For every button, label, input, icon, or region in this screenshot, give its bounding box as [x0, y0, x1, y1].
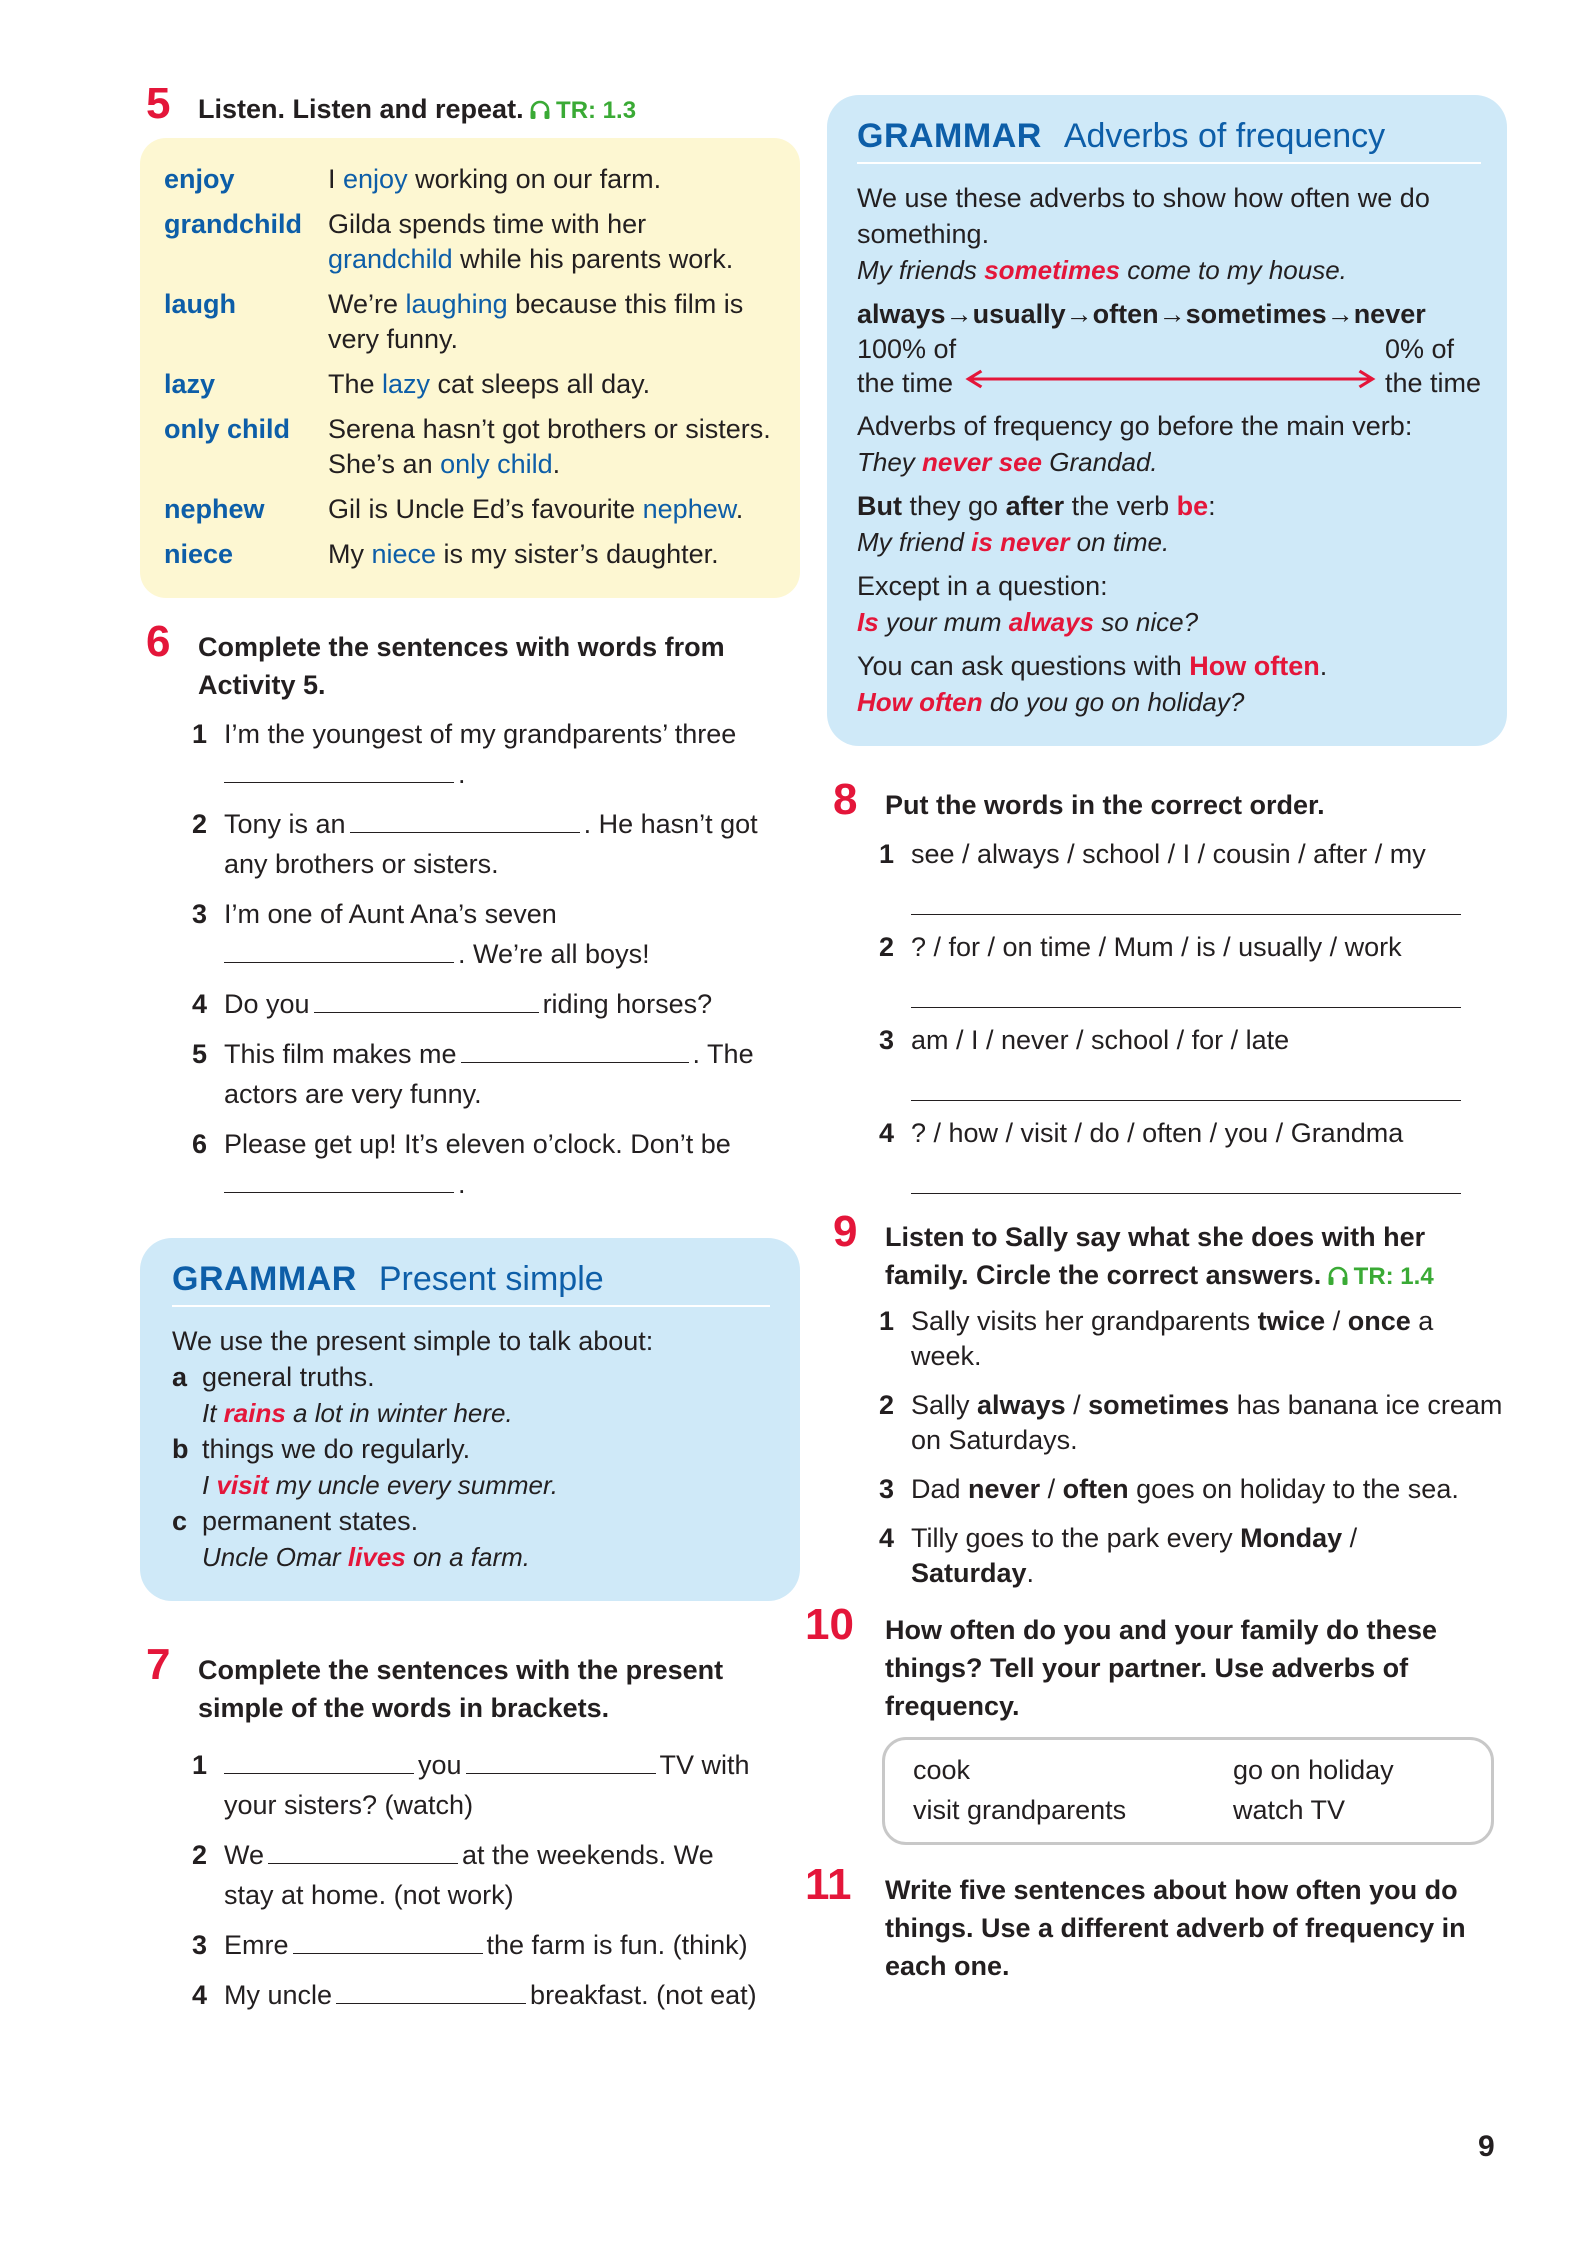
exercise-7-items: [140, 1745, 800, 2015]
text: :: [1208, 491, 1216, 521]
item-number: 3: [879, 1025, 895, 1055]
item-number: 1: [879, 1306, 895, 1336]
grammar-point: [172, 1503, 770, 1575]
highlight-word: nephew: [642, 494, 736, 524]
point-text: general truths.: [202, 1362, 375, 1392]
highlight-word: never see: [922, 447, 1043, 477]
highlight-word: enjoy: [343, 164, 408, 194]
point-letter: c: [172, 1506, 188, 1536]
exercise-item: [192, 894, 800, 974]
text: a lot in winter here.: [285, 1398, 513, 1428]
vocab-sentence: [328, 367, 776, 402]
answer-blank[interactable]: [224, 1747, 414, 1774]
item-text: Tony is an: [224, 809, 346, 839]
item-number: 1: [192, 1750, 208, 1780]
exercise-10-header: [805, 1600, 1507, 1725]
right-column: [805, 95, 1507, 1995]
vocabulary-box: [140, 138, 800, 598]
highlight-word: niece: [371, 539, 437, 569]
option[interactable]: Saturday: [911, 1558, 1027, 1588]
text: Serena hasn’t got brothers or sisters. She’s an: [328, 414, 771, 479]
exercise-item: [879, 1113, 1507, 1194]
text: because this film is very funny.: [328, 289, 744, 354]
item-text: breakfast. (not eat): [530, 1980, 757, 2010]
item-text: at the weekends. We: [462, 1840, 714, 1870]
text: come to my house.: [1120, 255, 1347, 285]
text: working on our farm.: [407, 164, 662, 194]
grammar-intro: We use the present simple to talk about:: [172, 1326, 654, 1356]
exercise-item: [192, 1925, 800, 1965]
grammar-example: [202, 1395, 770, 1431]
item-text: ? / for / on time / Mum / is / usually / work: [911, 932, 1402, 962]
item-number: 2: [192, 1840, 208, 1870]
grammar-example: [857, 444, 1481, 480]
grammar-header: [172, 1260, 770, 1307]
item-text: .: [458, 759, 466, 789]
highlight-word: lives: [347, 1542, 406, 1572]
frequency-range: [857, 332, 1481, 400]
grammar-box-present-simple: [140, 1238, 800, 1601]
text: I: [328, 164, 344, 194]
exercise-9-header: [827, 1207, 1507, 1294]
exercise-item: [879, 1020, 1507, 1101]
answer-blank[interactable]: [461, 1036, 689, 1063]
text: Sally visits her grandparents: [911, 1306, 1258, 1336]
vocab-row: [164, 162, 776, 197]
grammar-point: [172, 1359, 770, 1431]
page-number: 9: [1478, 2130, 1495, 2163]
exercise-item: [192, 804, 800, 884]
highlight-word: laughing: [405, 289, 508, 319]
exercise-6-items: [140, 714, 800, 1204]
item-text: My uncle: [224, 1980, 333, 2010]
exercise-title: Complete the sentences with the present simple of the words in brackets.: [198, 1655, 724, 1723]
item-text: . The actors are very funny.: [224, 1039, 754, 1109]
text: The: [328, 369, 383, 399]
answer-line[interactable]: [911, 1060, 1461, 1101]
item-number: 4: [192, 1980, 208, 2010]
grammar-label: GRAMMAR: [857, 117, 1042, 155]
item-text: I’m the youngest of my grandparents’ three: [224, 719, 737, 749]
item-number: 1: [192, 719, 208, 749]
grammar-title: Adverbs of frequency: [1063, 117, 1386, 155]
vocab-word: laugh: [164, 289, 236, 319]
answer-blank[interactable]: [314, 986, 539, 1013]
headphones-icon: [1326, 1264, 1350, 1288]
text: My: [328, 539, 372, 569]
grammar-rule: [857, 488, 1481, 524]
track-label: TR: 1.3: [556, 97, 637, 124]
item-text: TV with: [659, 1750, 750, 1780]
option[interactable]: often: [1062, 1474, 1129, 1504]
text: so nice?: [1094, 607, 1199, 637]
answer-line[interactable]: [911, 1153, 1461, 1194]
option[interactable]: Monday: [1240, 1523, 1343, 1553]
item-text: Emre: [224, 1930, 289, 1960]
exercise-title: Listen. Listen and repeat.: [198, 94, 524, 124]
item-number: 6: [192, 1129, 208, 1159]
arrow-icon: →: [1158, 299, 1186, 329]
word-box: [882, 1737, 1494, 1845]
text: They: [857, 447, 923, 477]
highlight-word: How often: [857, 687, 983, 717]
highlight-word: lazy: [382, 369, 431, 399]
highlight-word: is never: [971, 527, 1070, 557]
highlight-word: rains: [223, 1398, 286, 1428]
text: /: [1065, 1390, 1089, 1420]
vocab-row: [164, 492, 776, 527]
point-letter: a: [172, 1362, 188, 1392]
text: the verb: [1064, 491, 1177, 521]
vocab-word: grandchild: [164, 209, 303, 239]
text: do you go on holiday?: [982, 687, 1245, 717]
word-item: cook: [913, 1755, 971, 1785]
text: .: [735, 494, 744, 524]
highlight-word: Is: [857, 607, 879, 637]
word-item: watch TV: [1233, 1795, 1346, 1825]
point-text: permanent states.: [202, 1506, 419, 1536]
item-text: This film makes me: [224, 1039, 457, 1069]
vocab-row: [164, 207, 776, 277]
exercise-number: 5: [146, 79, 171, 128]
exercise-title: How often do you and your family do these things? Tell your partner. Use adverbs of frequency.: [885, 1615, 1438, 1721]
exercise-item: [879, 1521, 1507, 1591]
text: .: [1319, 651, 1328, 681]
item-number: 1: [879, 839, 895, 869]
vocab-sentence: [328, 537, 776, 572]
vocab-row: [164, 367, 776, 402]
item-number: 3: [879, 1474, 895, 1504]
track-label: TR: 1.4: [1353, 1263, 1434, 1290]
arrow-icon: →: [945, 299, 973, 329]
answer-blank[interactable]: [336, 1977, 526, 2004]
item-text: . He hasn’t got any brothers or sisters.: [224, 809, 758, 879]
scale-word: usually: [972, 299, 1066, 329]
item-number: 4: [879, 1523, 895, 1553]
text: on time.: [1069, 527, 1170, 557]
exercise-8-header: [827, 775, 1507, 824]
scale-left-label: [857, 332, 956, 400]
answer-line[interactable]: [911, 874, 1461, 915]
word-item: visit grandparents: [913, 1795, 1127, 1825]
exercise-number: 10: [805, 1600, 854, 1649]
exercise-number: 9: [833, 1207, 858, 1256]
vocab-sentence: [328, 412, 776, 482]
vocab-row: [164, 412, 776, 482]
option[interactable]: never: [968, 1474, 1041, 1504]
vocab-word: enjoy: [164, 164, 235, 194]
answer-blank[interactable]: [268, 1837, 458, 1864]
exercise-item: [192, 1034, 800, 1114]
arrow-icon: →: [1065, 299, 1093, 329]
item-number: 4: [879, 1118, 895, 1148]
headphones-icon: [528, 98, 552, 122]
highlight-word: always: [1008, 607, 1095, 637]
point-text: things we do regularly.: [202, 1434, 471, 1464]
vocab-word: only child: [164, 414, 291, 444]
answer-blank[interactable]: [224, 756, 454, 783]
item-number: 3: [192, 1930, 208, 1960]
grammar-example: [857, 524, 1481, 560]
grammar-label: GRAMMAR: [172, 1260, 357, 1298]
answer-blank[interactable]: [350, 806, 580, 833]
exercise-item: [879, 1388, 1507, 1458]
exercise-title: Put the words in the correct order.: [885, 790, 1325, 820]
item-number: 3: [192, 899, 208, 929]
item-text: the farm is fun. (think): [486, 1930, 748, 1960]
text: Gil is Uncle Ed’s favourite: [328, 494, 643, 524]
exercise-number: 7: [146, 1640, 171, 1689]
grammar-example: [857, 252, 1481, 288]
item-number: 5: [192, 1039, 208, 1069]
grammar-example: [857, 684, 1481, 720]
grammar-point: [172, 1431, 770, 1503]
vocab-word: nephew: [164, 494, 265, 524]
exercise-title: Complete the sentences with words from Activity 5.: [198, 632, 725, 700]
text: Dad: [911, 1474, 969, 1504]
exercise-item: [879, 834, 1507, 915]
item-text: ? / how / visit / do / often / you / Grandma: [911, 1118, 1404, 1148]
grammar-rule: [857, 648, 1481, 684]
item-number: 2: [192, 809, 208, 839]
exercise-number: 8: [833, 775, 858, 824]
text: 0% of: [1384, 334, 1454, 364]
text: 100% of: [857, 334, 957, 364]
item-text: riding horses?: [542, 989, 713, 1019]
item-number: 2: [879, 1390, 895, 1420]
scale-right-label: [1385, 332, 1481, 400]
exercise-11-header: [805, 1860, 1507, 1985]
text: My friends: [857, 255, 985, 285]
audio-track[interactable]: [528, 97, 636, 124]
text: .: [552, 449, 561, 479]
text: cat sleeps all day.: [430, 369, 651, 399]
text: has banana ice cream on Saturdays.: [911, 1390, 1503, 1455]
exercise-item: [192, 1835, 800, 1915]
text: while his parents work.: [452, 244, 734, 274]
grammar-example: [857, 604, 1481, 640]
text: /: [1325, 1306, 1348, 1336]
vocab-sentence: [328, 287, 776, 357]
scale-word: never: [1353, 299, 1426, 329]
option[interactable]: sometimes: [1088, 1390, 1230, 1420]
exercise-number: 11: [805, 1860, 852, 1909]
vocab-sentence: [328, 492, 776, 527]
item-text: stay at home. (not work): [224, 1880, 514, 1910]
option[interactable]: always: [977, 1390, 1066, 1420]
point-letter: b: [172, 1434, 189, 1464]
grammar-rule: Except in a question:: [857, 571, 1108, 601]
text: the time: [857, 368, 954, 398]
text: We’re: [328, 289, 406, 319]
exercise-title: Listen to Sally say what she does with her family. Circle the correct answers.: [885, 1222, 1426, 1290]
item-text: Do you: [224, 989, 310, 1019]
text: my uncle every summer.: [268, 1470, 558, 1500]
word-item: go on holiday: [1233, 1755, 1394, 1785]
highlight-word: visit: [216, 1470, 269, 1500]
answer-blank[interactable]: [293, 1927, 483, 1954]
option[interactable]: once: [1347, 1306, 1411, 1336]
exercise-item: [192, 1124, 800, 1204]
grammar-title: Present simple: [378, 1260, 604, 1298]
left-column: [140, 79, 800, 2025]
grammar-header: [857, 117, 1481, 164]
audio-track[interactable]: [1326, 1263, 1434, 1290]
text: Tilly goes to the park every: [911, 1523, 1241, 1553]
arrow-icon: →: [1326, 299, 1354, 329]
text: the time: [1384, 368, 1481, 398]
text: .: [1026, 1558, 1035, 1588]
item-number: 2: [879, 932, 895, 962]
answer-blank[interactable]: [224, 936, 454, 963]
exercise-item: [879, 1304, 1507, 1374]
grammar-rule: Adverbs of frequency go before the main verb:: [857, 411, 1413, 441]
item-text: your sisters? (watch): [224, 1790, 474, 1820]
text: You can ask questions with: [857, 651, 1190, 681]
text: I: [202, 1470, 217, 1500]
answer-blank[interactable]: [224, 1166, 454, 1193]
text: goes on holiday to the sea.: [1128, 1474, 1459, 1504]
item-text: you: [418, 1750, 462, 1780]
answer-line[interactable]: [911, 967, 1461, 1008]
frequency-scale: [857, 296, 1481, 332]
vocab-sentence: [328, 162, 776, 197]
answer-blank[interactable]: [466, 1747, 656, 1774]
grammar-intro: We use these adverbs to show how often we do something.: [857, 183, 1430, 249]
exercise-item: [879, 927, 1507, 1008]
exercise-item: [192, 714, 800, 794]
text: on a farm.: [405, 1542, 531, 1572]
exercise-item: [879, 1472, 1507, 1507]
item-text: am / I / never / school / for / late: [911, 1025, 1290, 1055]
item-text: I’m one of Aunt Ana’s seven: [224, 899, 557, 929]
exercise-item: [192, 1975, 800, 2015]
text: But: [857, 491, 902, 521]
scale-word: sometimes: [1185, 299, 1327, 329]
text: Grandad.: [1042, 447, 1158, 477]
item-number: 4: [192, 989, 208, 1019]
highlight-word: sometimes: [984, 255, 1120, 285]
exercise-5-header: [140, 79, 800, 128]
grammar-example: [202, 1539, 770, 1575]
text: a week.: [911, 1306, 1434, 1371]
text: My friend: [857, 527, 972, 557]
text: /: [1342, 1523, 1358, 1553]
scale-word: often: [1092, 299, 1159, 329]
vocab-word: lazy: [164, 369, 216, 399]
text: is my sister’s daughter.: [436, 539, 719, 569]
item-text: see / always / school / I / cousin / after / my: [911, 839, 1426, 869]
item-text: .: [458, 1169, 466, 1199]
exercise-number: 6: [146, 617, 171, 666]
vocab-row: [164, 537, 776, 572]
vocab-word: niece: [164, 539, 234, 569]
highlight-word: grandchild: [328, 244, 453, 274]
grammar-box-adverbs: [827, 95, 1507, 746]
exercise-7-header: [140, 1640, 800, 1727]
scale-word: always: [857, 299, 946, 329]
exercise-item: [192, 1745, 800, 1825]
vocab-sentence: [328, 207, 776, 277]
highlight-word: be: [1176, 491, 1209, 521]
text: Uncle Omar: [202, 1542, 348, 1572]
vocab-row: [164, 287, 776, 357]
text: /: [1040, 1474, 1063, 1504]
text: It: [202, 1398, 224, 1428]
item-text: Please get up! It’s eleven o’clock. Don’t be: [224, 1129, 731, 1159]
exercise-title: Write five sentences about how often you do things. Use a different adverb of frequency in each one.: [885, 1875, 1466, 1981]
double-arrow-icon: [964, 369, 1377, 389]
exercise-9-items: [827, 1304, 1507, 1591]
highlight-word: only child: [440, 449, 553, 479]
exercise-item: [192, 984, 800, 1024]
item-text: . We’re all boys!: [458, 939, 650, 969]
grammar-example: [202, 1467, 770, 1503]
option[interactable]: twice: [1257, 1306, 1326, 1336]
highlight-word: How often: [1189, 651, 1320, 681]
exercise-6-header: [140, 617, 800, 704]
item-text: We: [224, 1840, 265, 1870]
text: Sally: [911, 1390, 978, 1420]
text: Gilda spends time with her: [328, 209, 647, 239]
exercise-8-items: [827, 834, 1507, 1194]
text: after: [1005, 491, 1065, 521]
text: your mum: [878, 607, 1009, 637]
text: they go: [901, 491, 1006, 521]
